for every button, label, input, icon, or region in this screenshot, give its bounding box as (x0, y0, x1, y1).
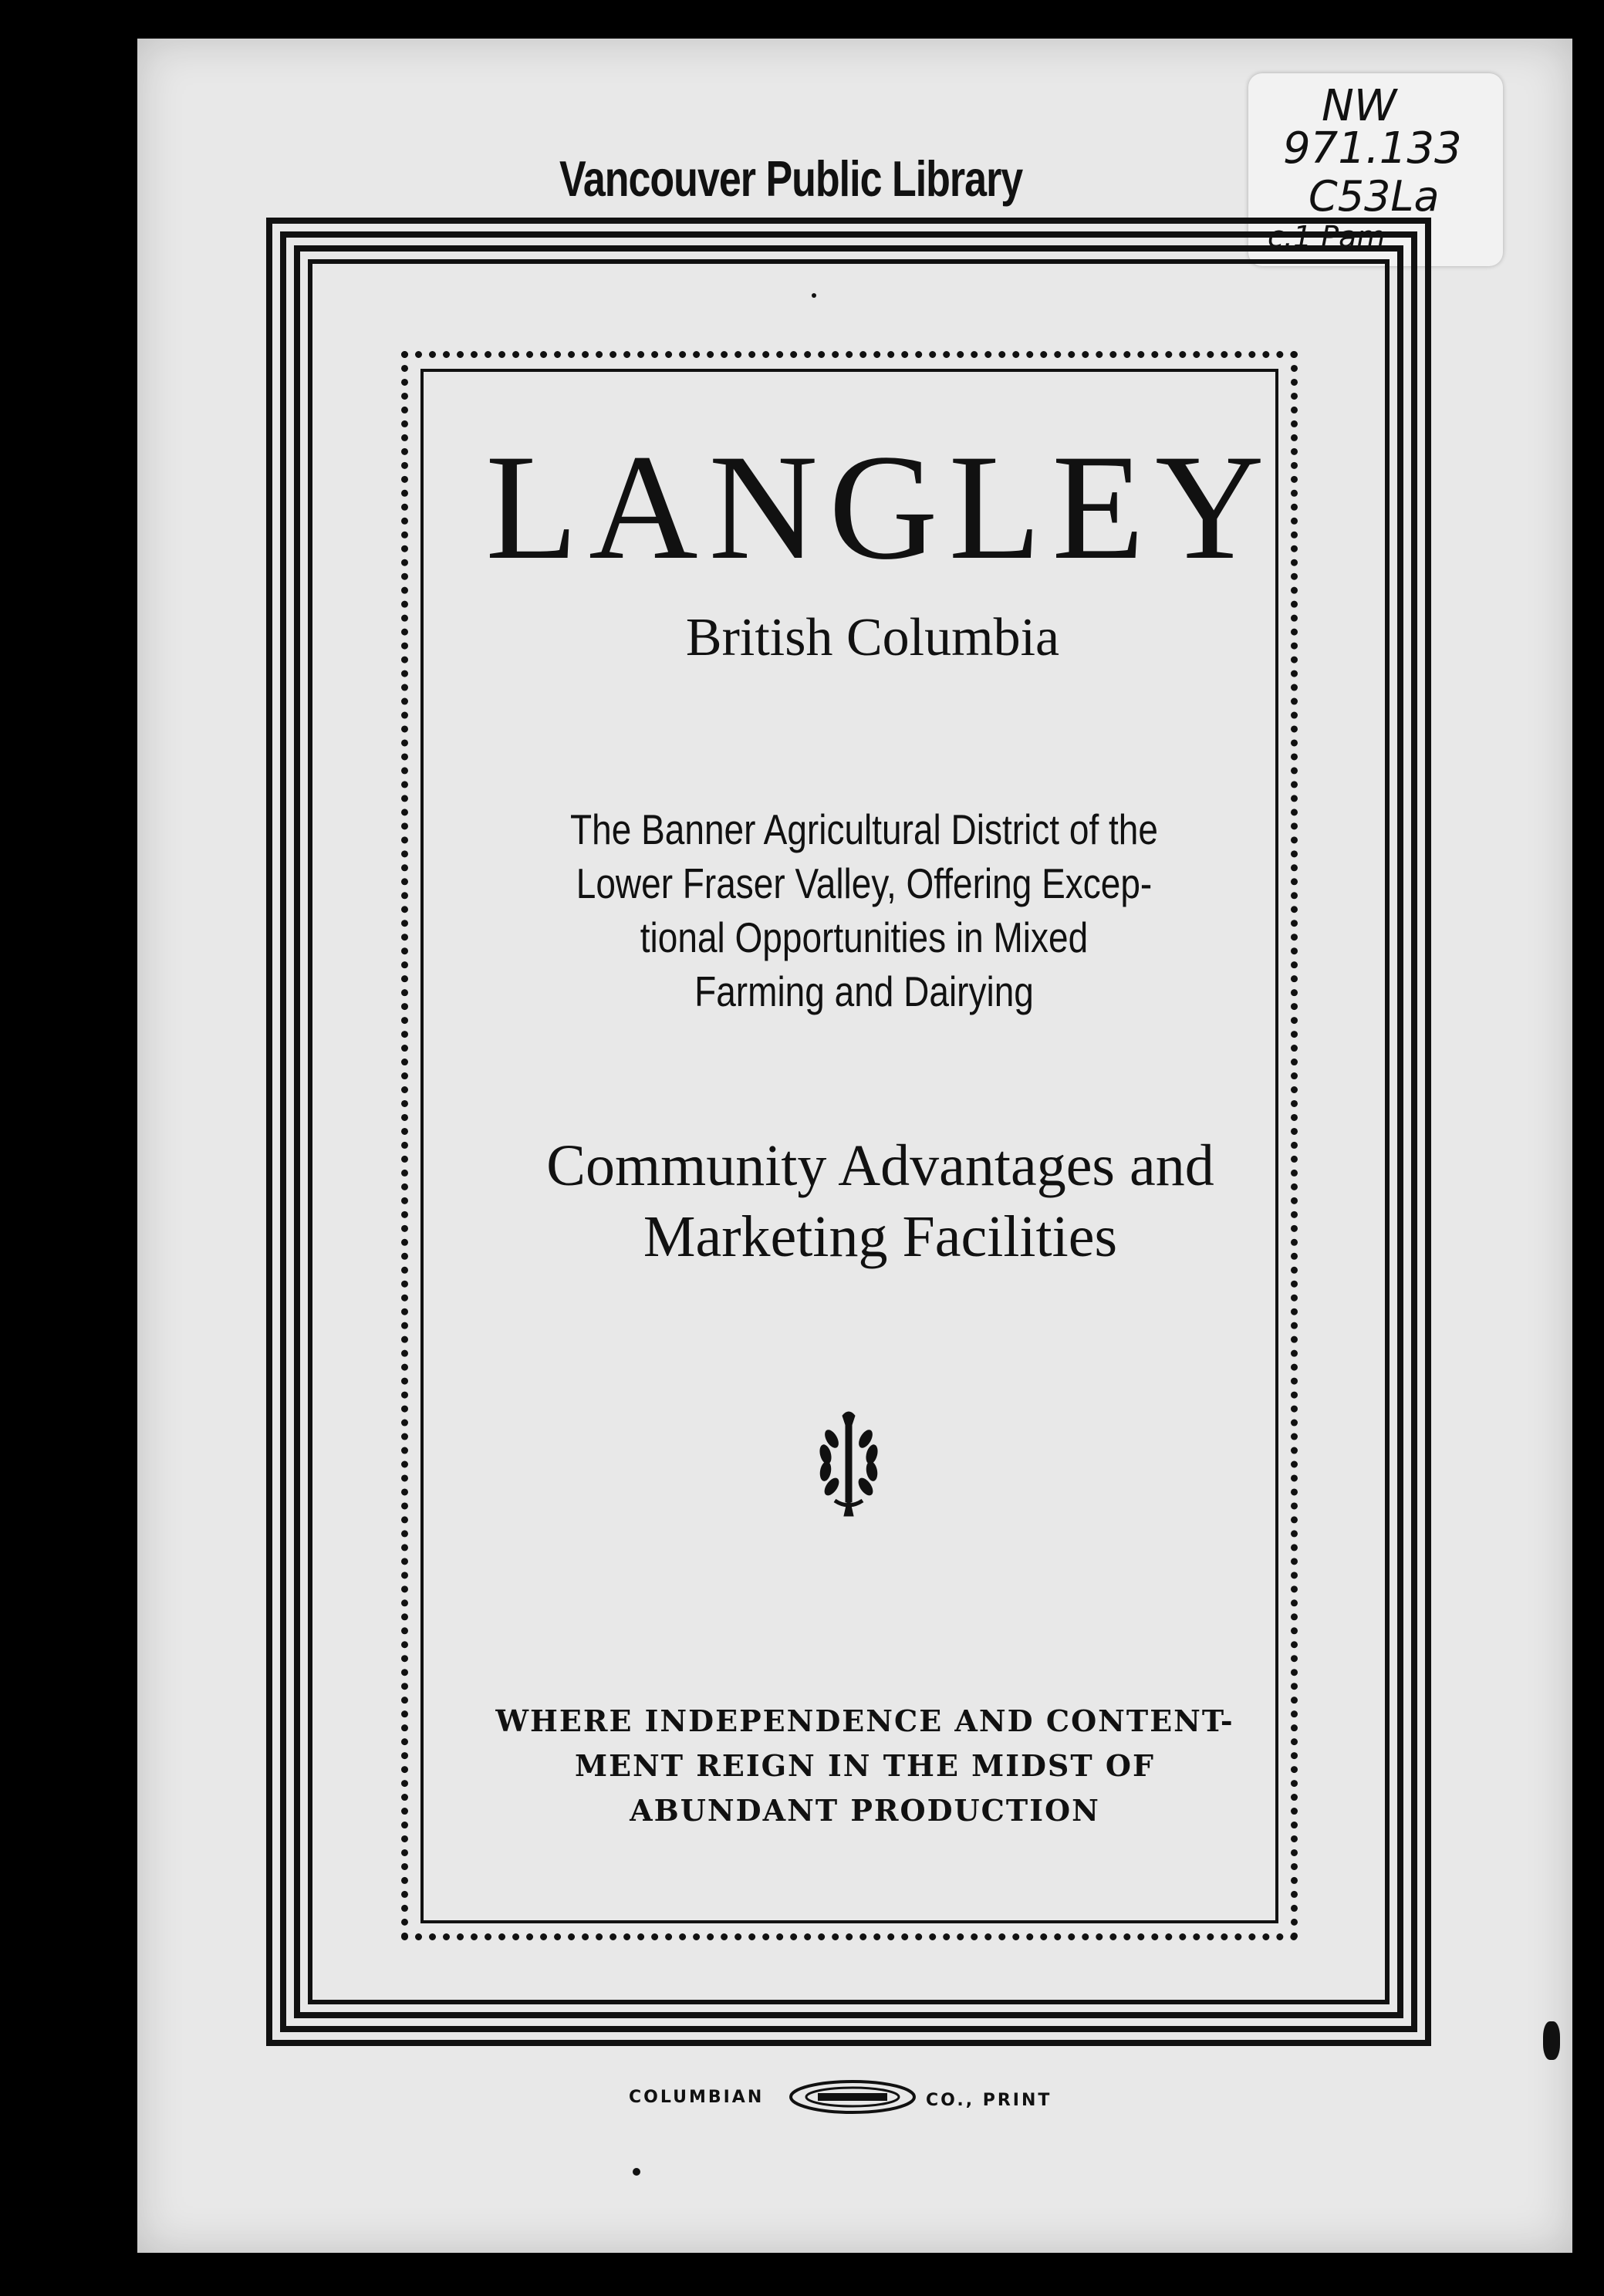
blurb-line: The Banner Agricultural District of the (570, 805, 1158, 853)
blurb-line: tional Opportunities in Mixed (640, 913, 1089, 961)
advantages-line: Community Advantages and (546, 1133, 1214, 1198)
cover-motto (447, 1699, 1282, 1833)
paper-speck (812, 293, 816, 298)
printer-imprint (617, 2074, 1080, 2120)
motto-line: ABUNDANT PRODUCTION (630, 1793, 1100, 1828)
cover-title: LANGLEY (485, 424, 1275, 591)
call-number-line: NW (1322, 81, 1397, 131)
blurb-line: Farming and Dairying (694, 967, 1034, 1015)
advantages-heading (432, 1130, 1298, 1272)
library-stamp: Vancouver Public Library (559, 151, 1023, 208)
printer-suffix: CO., PRINT (926, 2091, 1052, 2110)
advantages-line: Marketing Facilities (643, 1204, 1118, 1269)
printer-name: COLUMBIAN (629, 2088, 765, 2107)
motto-line: WHERE INDEPENDENCE AND CONTENT- (495, 1703, 1234, 1738)
union-label-icon (787, 2078, 918, 2116)
call-number-line: C53La (1309, 172, 1440, 221)
call-number-line: 971.133 (1283, 123, 1462, 174)
call-number-line: c.1 Pam (1268, 220, 1386, 254)
paper-speck (633, 2168, 640, 2176)
cover-subtitle: British Columbia (685, 608, 1060, 667)
cover-blurb (463, 802, 1265, 1018)
blurb-line: Lower Fraser Valley, Offering Excep- (576, 859, 1153, 907)
paper-speck (1543, 2021, 1560, 2060)
motto-line: MENT REIGN IN THE MIDST OF (575, 1748, 1155, 1783)
wreath-torch-emblem-icon (802, 1408, 895, 1524)
